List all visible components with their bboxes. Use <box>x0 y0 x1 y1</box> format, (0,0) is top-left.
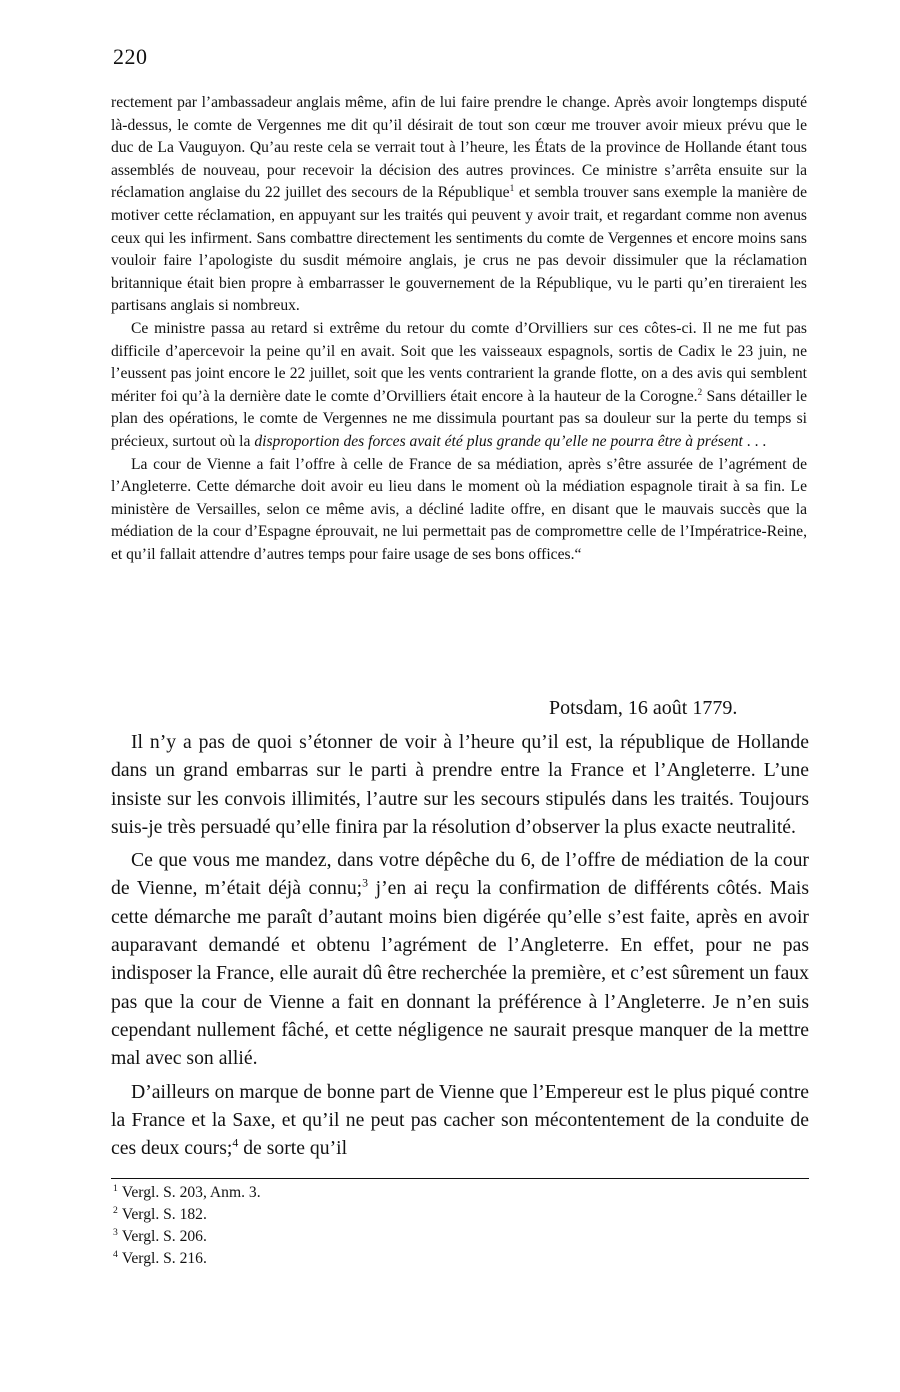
quote-text: rectement par l’ambassadeur anglais même, afin de lui faire prendre le change. Après avoir longtemps disputé là-dessus, le comte de Vergennes me dit qu’il désirait de tout son cœur me trouver avoir mieux prévu que le duc de La Vauguyon. Qu’au reste cela se verrait tout à l’heure, les États de la province de Hollande étant tous assemblés de nouveau, pour recevoir la décision des autres provinces. Ce ministre s’arrêta ensuite sur la réclamation anglaise du 22 juillet des secours de la République <box>111 94 807 202</box>
footnote-text: Vergl. S. 203, Anm. 3. <box>121 1184 261 1201</box>
footnote-divider <box>111 1178 809 1179</box>
footnote-ref-2: 2 <box>697 387 703 398</box>
quote-paragraph-2 <box>111 318 807 454</box>
footnote-text: Vergl. S. 216. <box>121 1250 207 1267</box>
page-number: 220 <box>113 44 148 69</box>
dateline: Potsdam, 16 août 1779. <box>549 697 738 719</box>
footnote-mark: 3 <box>113 1226 118 1238</box>
footnote-mark: 1 <box>113 1182 118 1194</box>
quote-text: et sembla trouver sans exemple la manière de motiver cette réclamation, en appuyant sur les traités qui peuvent y avoir trait, et regardant comme non avenus ceux qui les infirment. Sans combattre directement les sentiments du comte de Vergennes et encore moins sans vouloir faire l’apologiste du susdit mémoire anglais, je crus ne pas devoir dissimuler que la réclamation britannique était bien propre à embarrasser le gouvernement de la République, vu le parti qu’en tireraient les partisans anglais si nombreux. <box>111 184 807 315</box>
footnote-ref-3: 3 <box>362 875 369 890</box>
footnote-text: Vergl. S. 206. <box>121 1228 207 1245</box>
letter-body <box>111 728 809 1162</box>
quote-text: Sans détailler le plan des opérations, le comte de Vergennes ne me dissimula pourtant pas sa douleur sur la perte du temps si précieux, surtout où la <box>111 387 808 450</box>
quote-text: La cour de Vienne a fait l’offre à celle de France de sa médiation, après s’être assurée de l’agrément de l’Angleterre. Cette démarche doit avoir eu lieu dans le moment où la médiation espagnole tirait à sa fin. Le ministère de Versailles, selon ce même avis, a décliné ladite offre, en disant que le mauvais succès que la médiation de la cour d’Espagne éprouvait, ne lui permettait pas de compromettre celle de l’Impératrice-Reine, et qu’il fallait attendre d’autres temps pour faire usage de ses bons offices.“ <box>111 455 807 563</box>
quote-ellipsis: . . . <box>742 432 767 450</box>
footnote-ref-4: 4 <box>232 1135 239 1150</box>
body-text: de sorte qu’il <box>238 1137 348 1160</box>
body-paragraph-3 <box>111 1078 809 1163</box>
footnote-ref-1: 1 <box>509 184 515 195</box>
body-paragraph-1 <box>111 728 809 841</box>
quote-paragraph-1 <box>111 92 807 318</box>
body-text: j’en ai reçu la confirmation de différents côtés. Mais cette démarche me paraît d’autant moins bien digérée qu’elle s’est faite, après en avoir auparavant demandé et obtenu l’agrément de l’Angleterre. En effet, pour ne pas indisposer la France, elle aurait dû être recherchée la première, et c’est sûrement un faux pas que la cour de Vienne a fait en donnant la préférence à l’Angleterre. Je n’en suis cependant nullement fâché, et cette négligence ne saurait presque manquer de la mettre mal avec son allié. <box>111 877 810 1070</box>
footnote-3 <box>113 1226 261 1248</box>
body-text: Ce que vous me mandez, dans votre dépêche du 6, de l’offre de médiation de la cour de Vienne, m’était déjà connu; <box>111 849 809 900</box>
footnote-1 <box>113 1182 261 1204</box>
footnote-4 <box>113 1248 261 1270</box>
footnote-2 <box>113 1204 261 1226</box>
quote-text: Ce ministre passa au retard si extrême du retour du comte d’Orvilliers sur ces côtes-ci. Il ne me fut pas difficile d’apercevoir la peine qu’il en avait. Soit que les vaisseaux espagnols, sortis de Cadix le 23 juin, ne l’eussent pas joint encore le 22 juillet, soit que les vents contrarient la grande flotte, on a des avis qui semblent mériter foi qu’à la dernière date le comte d’Orvilliers était encore à la hauteur de la Corogne. <box>111 319 807 405</box>
body-text: D’ailleurs on marque de bonne part de Vienne que l’Empereur est le plus piqué contre la France et la Saxe, et qu’il ne peut pas cacher son mécontentement de la conduite de ces deux cours; <box>111 1080 809 1160</box>
body-paragraph-2 <box>111 846 809 1072</box>
quote-paragraph-3 <box>111 454 807 567</box>
quoted-report <box>111 92 807 566</box>
footnote-text: Vergl. S. 182. <box>121 1206 207 1223</box>
body-text: Il n’y a pas de quoi s’étonner de voir à l’heure qu’il est, la république de Hollande dans un grand embarras sur le parti à prendre entre la France et l’Angleterre. L’une insiste sur les convois illimités, l’autre sur les secours stipulés dans les traités. Toujours suis-je très persuadé qu’elle finira par la résolution d’observer la plus exacte neutralité. <box>111 731 809 838</box>
footnotes <box>113 1182 261 1270</box>
footnote-mark: 4 <box>113 1248 118 1260</box>
quote-emphasis: disproportion des forces avait été plus grande qu’elle ne pourra être à présent <box>254 432 743 450</box>
footnote-mark: 2 <box>113 1204 118 1216</box>
